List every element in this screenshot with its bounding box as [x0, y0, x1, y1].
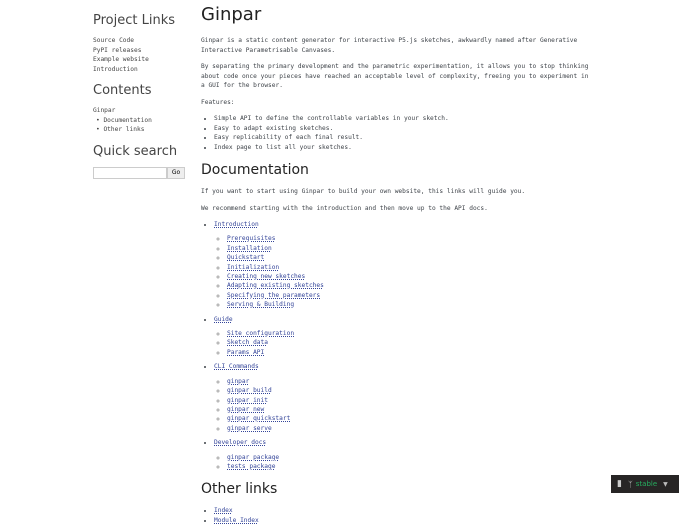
toc-link[interactable]: Site configuration: [227, 330, 295, 338]
toc-link[interactable]: Initialization: [227, 263, 280, 271]
intro-period: .: [331, 46, 336, 54]
toc-link[interactable]: Params API: [227, 348, 265, 356]
toc-link[interactable]: Sketch data: [227, 339, 268, 347]
toc-link[interactable]: tests package: [227, 462, 276, 470]
toc-section: [214, 438, 591, 471]
documentation-heading: Documentation: [201, 162, 309, 178]
page-title: Ginpar: [201, 4, 262, 25]
feature-item: • Easy to adapt existing sketches.: [214, 124, 591, 134]
book-icon: ▮: [617, 479, 622, 489]
toc-section: [214, 362, 591, 433]
intro-paragraph-2: By separating the primary development and the parametric experimentation, it allows you to stop thinking about code once your pieces have reached an acceptable level of complexity, freeing you to experiment in a GUI for the browser.: [201, 63, 589, 89]
toc-link[interactable]: Adapting existing sketches: [227, 282, 324, 290]
toc-link[interactable]: ginpar build: [227, 387, 272, 395]
quick-search-title: Quick search: [93, 143, 178, 159]
branch-icon: ᛉ: [627, 479, 633, 489]
doc-paragraph-2: We recommend starting with the introduction and then move up to the API docs.: [201, 204, 488, 212]
feature-item: • Simple API to define the controllable variables in your sketch.: [214, 114, 591, 124]
acronym-expansion: Generative Interactive Parametrisable Canvases: [201, 37, 578, 54]
documentation-toc: [201, 220, 591, 471]
contents-tree: [93, 106, 193, 135]
other-links-heading: Other links: [201, 481, 278, 498]
contents-root-link[interactable]: Ginpar: [93, 107, 116, 114]
toc-link[interactable]: Creating new sketches: [227, 273, 306, 281]
toc-section: [214, 220, 591, 310]
toc-link-guide[interactable]: Guide: [214, 315, 233, 323]
version-label: stable: [635, 480, 658, 488]
link-source-code[interactable]: Source Code: [93, 37, 134, 44]
contents-item-documentation[interactable]: • Documentation: [96, 116, 193, 126]
main-content: [201, 4, 591, 530]
link-module-index[interactable]: Module Index: [214, 516, 259, 524]
project-links-title: Project Links: [93, 13, 176, 28]
toc-link[interactable]: ginpar new: [227, 405, 265, 413]
toc-link[interactable]: Specifying the parameters: [227, 291, 321, 299]
toc-link[interactable]: Quickstart: [227, 254, 265, 262]
chevron-down-icon: ▼: [663, 480, 668, 488]
toc-link-introduction[interactable]: Introduction: [214, 221, 259, 228]
toc-link[interactable]: ginpar quickstart: [227, 415, 291, 423]
features-label: Features:: [201, 98, 235, 106]
search-input[interactable]: [93, 167, 167, 179]
link-index[interactable]: Index: [214, 507, 233, 515]
toc-link[interactable]: ginpar init: [227, 396, 268, 404]
toc-link[interactable]: ginpar package: [227, 453, 280, 461]
intro-paragraph-1: [201, 36, 591, 55]
toc-link-cli-commands[interactable]: CLI Commands: [214, 363, 259, 371]
toc-link[interactable]: Prerequisites: [227, 235, 276, 243]
link-introduction[interactable]: Introduction: [93, 65, 138, 73]
toc-section: [214, 315, 591, 358]
search-go-button[interactable]: Go: [167, 167, 185, 179]
quick-search-form: [93, 167, 193, 179]
features-list: [201, 114, 591, 152]
link-pypi-releases[interactable]: PyPI releases: [93, 46, 142, 54]
toc-link[interactable]: Installation: [227, 244, 272, 252]
intro-text: Ginpar is a static content generator for interactive P5.js sketches, awkwardly named after: [201, 37, 540, 44]
other-links-list: [201, 506, 591, 525]
contents-title: Contents: [93, 83, 152, 98]
sidebar: [93, 12, 193, 179]
project-links: [93, 36, 193, 74]
feature-item: • Easy replicability of each final result.: [214, 133, 591, 143]
feature-item: • Index page to list all your sketches.: [214, 143, 591, 153]
readthedocs-version-badge[interactable]: [611, 475, 679, 493]
toc-link[interactable]: ginpar serve: [227, 424, 272, 432]
link-example-website[interactable]: Example website: [93, 56, 149, 63]
doc-paragraph-1: If you want to start using Ginpar to build your own website, this links will guide you.: [201, 188, 526, 195]
toc-link[interactable]: ginpar: [227, 377, 250, 385]
toc-link[interactable]: Serving & Building: [227, 301, 295, 309]
contents-item-other-links[interactable]: • Other links: [96, 125, 193, 135]
toc-link-developer-docs[interactable]: Developer docs: [214, 439, 267, 447]
